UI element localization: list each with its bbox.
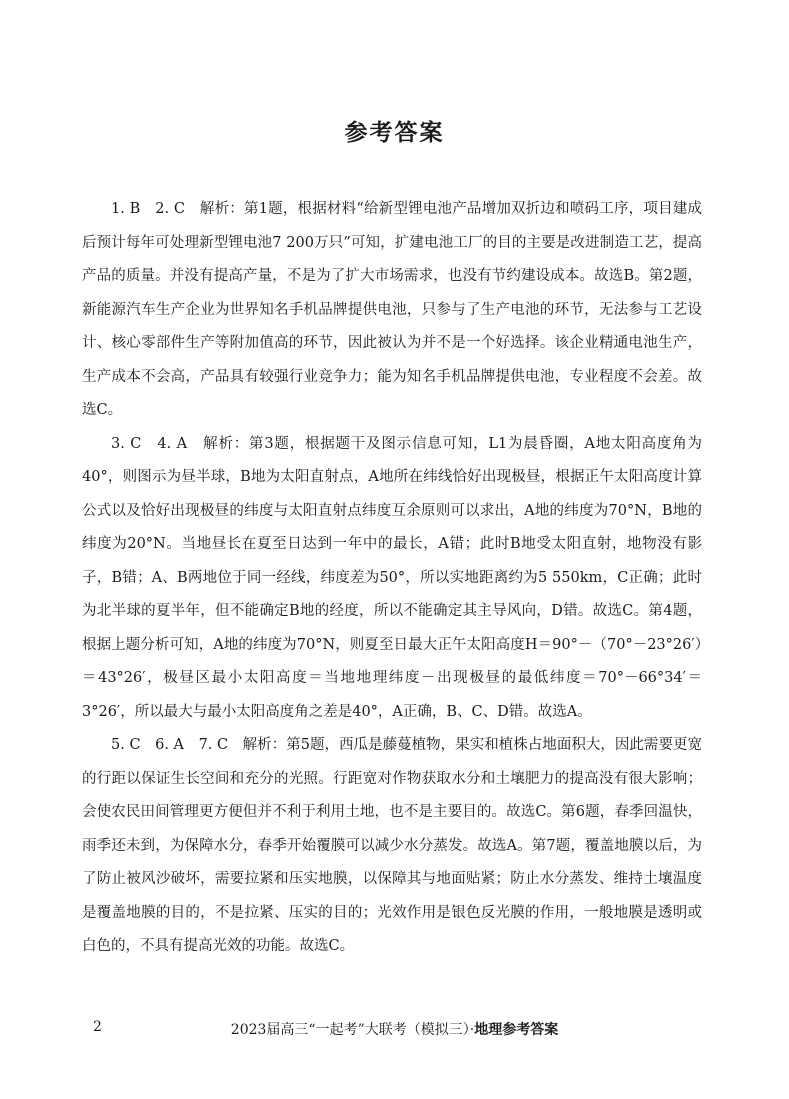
page-number: 2 <box>93 1019 102 1035</box>
page-title: 参考答案 <box>344 120 445 146</box>
answer-paragraph-1-2: 1. B 2. C 解析：第1题，根据材料“给新型锂电池产品增加双折边和喷码工序，项目建成后预计每年可处理新型锂电池7 200万只”可知，扩建电池工厂的目的主要是改进制造工艺，提高产品的质量。并没有提高产量，不是为了扩大市场需求，也没有节约建设成本。故选B。第2题，新能源汽车生产企业为世界知名手机品牌提供电池，只参与了生产电池的环节，无法参与工艺设计、核心零部件生产等附加值高的环节，因此被认为并不是一个好选择。该企业精通电池生产，生产成本不会高，产品具有较强行业竞争力；能为知名手机品牌提供电池，专业程度不会差。故选C。 <box>82 201 702 418</box>
footer-separator: · <box>469 1022 475 1038</box>
answer-paragraph-5-7: 5. C 6. A 7. C 解析：第5题，西瓜是藤蔓植物，果实和植株占地面积大，因此需要更宽的行距以保证生长空间和充分的光照。行距宽对作物获取水分和土壤肥力的提高没有很大影响；会使农民田间管理更方便但并不利于利用土地，也不是主要目的。故选C。第6题，春季回温快，雨季还未到，为保障水分，春季开始覆膜可以减少水分蒸发。故选A。第7题，覆盖地膜以后，为了防止被风沙破坏，需要拉紧和压实地膜，以保障其与地面贴紧；防止水分蒸发、维持土壤温度是覆盖地膜的目的，不是拉紧、压实的目的；光效作用是银色反光膜的作用，一般地膜是透明或白色的，不具有提高光效的功能。故选C。 <box>82 737 702 954</box>
page-footer <box>0 1015 789 1039</box>
subject-label: 地理参考答案 <box>474 1022 559 1038</box>
exam-name: 2023届高三“一起考”大联考（模拟三） <box>230 1022 470 1038</box>
answer-paragraph-3-4: 3. C 4. A 解析：第3题，根据题干及图示信息可知，L1为晨昏圈，A地太阳高度角为40°，则图示为昼半球，B地为太阳直射点，A地所在纬线恰好出现极昼，根据正午太阳高度计算公式以及恰好出现极昼的纬度与太阳直射点纬度互余原则可以求出，A地的纬度为70°N，B地的纬度为20°N。当地昼长在夏至日达到一年中的最长，A错；此时B地受太阳直射，地物没有影子，B错；A、B两地位于同一经线，纬度差为50°，所以实地距离约为5 550km，C正确；此时为北半球的夏半年，但不能确定B地的经度，所以不能确定其主导风向，D错。故选C。第4题，根据上题分析可知，A地的纬度为70°N，则夏至日最大正午太阳高度H＝90°－（70°－23°26′）＝43°26′，极昼区最小太阳高度＝当地地理纬度－出现极昼的最低纬度＝70°－66°34′＝3°26′，所以最大与最小太阳高度角之差是40°，A正确，B、C、D错。故选A。 <box>82 435 702 720</box>
answer-body <box>82 193 702 964</box>
footer-title <box>0 1019 789 1039</box>
